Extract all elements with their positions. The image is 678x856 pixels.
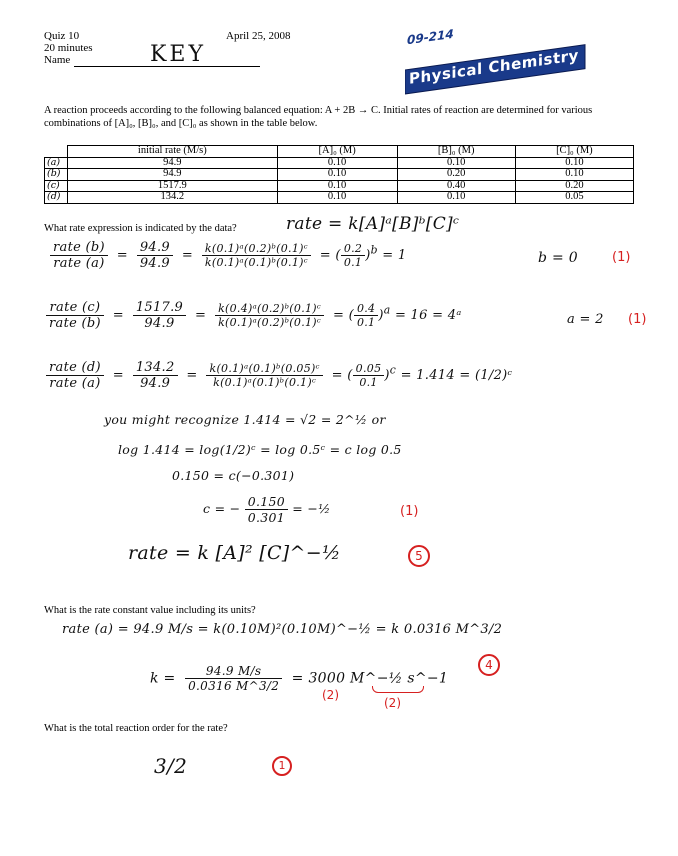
rate-data-table [44, 145, 634, 204]
work-recognize: you might recognize 1.414 = √2 = 2^½ or [104, 412, 386, 427]
table-row [45, 192, 634, 204]
table-row [45, 157, 634, 169]
table-cell: 0.10 [397, 192, 515, 204]
quiz-duration: 20 minutes [44, 42, 93, 54]
points-rate-law: 5 [408, 545, 430, 567]
result-b: b = 0 [538, 250, 578, 266]
table-cell: 94.9 [68, 169, 278, 181]
rate-law-answer: rate = k [A]² [C]^−½ [128, 542, 341, 564]
table-cell: 0.20 [397, 169, 515, 181]
points-units: (2) [384, 696, 401, 710]
col-header: [A]₀ (M) [277, 146, 397, 158]
work-line-a: $\frac{\text{rate (c)}}{\text{rate (b)}}$ = $\frac{1517.9}{94.9}$ = $\frac{\text{k(0.4)ᵃ(0.2)ᵇ(0.1)ᶜ}}{\text{k(0.1)ᵃ(0.2)ᵇ(0.1)ᶜ}}$ = ( $\frac{0.4}{0.1}$ )$^a$ = 16 = 4ᵃ [46, 300, 462, 331]
table-cell: 0.10 [397, 157, 515, 169]
col-header: [B]₀ (M) [397, 146, 515, 158]
table-cell: 0.10 [515, 169, 633, 181]
table-cell: 1517.9 [68, 180, 278, 192]
col-header: [C]₀ (M) [515, 146, 633, 158]
table-cell: 0.40 [397, 180, 515, 192]
course-title: Physical Chemistry [409, 46, 579, 88]
table-cell: 134.2 [68, 192, 278, 204]
table-cell: 0.10 [277, 192, 397, 204]
work-log: log 1.414 = log(1/2)ᶜ = log 0.5ᶜ = c log 0.5 [118, 442, 402, 457]
table-cell: 94.9 [68, 157, 278, 169]
points-value: (2) [322, 688, 339, 702]
work-line-b: $\frac{\text{rate (b)}}{\text{rate (a)}}$ = $\frac{94.9}{94.9}$ = $\frac{\text{k(0.1)ᵃ(0.2)ᵇ(0.1)ᶜ}}{\text{k(0.1)ᵃ(0.1)ᵇ(0.1)ᶜ}}$ = ( $\frac{0.2}{0.1}$ )$^b$ = 1 [50, 240, 406, 271]
points-a: (1) [628, 312, 647, 327]
col-header: initial rate (M/s) [68, 146, 278, 158]
question-rate-constant: What is the rate constant value including its units? [44, 605, 256, 616]
row-label: (b) [45, 169, 68, 181]
points-b: (1) [612, 250, 631, 265]
points-c: (1) [400, 504, 419, 519]
table-header-row [45, 146, 634, 158]
table-cell: 0.05 [515, 192, 633, 204]
answer-total-order: 3/2 [154, 754, 188, 778]
quiz-number: Quiz 10 [44, 30, 80, 42]
question-total-order: What is the total reaction order for the rate? [44, 723, 228, 734]
points-rate-constant: 4 [478, 654, 500, 676]
table-row [45, 169, 634, 181]
table-cell: 0.10 [277, 157, 397, 169]
k-solution: k = $\frac{94.9 M/s}{0.0316 M\^{}3/2}$ = 3000 M^−½ s^−1 [150, 664, 449, 693]
row-label: (d) [45, 192, 68, 204]
table-cell: 0.10 [277, 180, 397, 192]
work-rate-constant: rate (a) = 94.9 M/s = k(0.10M)²(0.10M)^−½ = k 0.0316 M^3/2 [62, 622, 503, 637]
problem-statement: A reaction proceeds according to the following balanced equation: A + 2B → C. Initial rates of reaction are determined for various [44, 105, 593, 116]
result-a: a = 2 [567, 312, 604, 327]
question-rate-expression: What rate expression is indicated by the data? [44, 223, 237, 234]
points-total-order: 1 [272, 756, 292, 776]
work-line-c: $\frac{\text{rate (d)}}{\text{rate (a)}}$ = $\frac{134.2}{94.9}$ = $\frac{\text{k(0.1)ᵃ(0.1)ᵇ(0.05)ᶜ}}{\text{k(0.1)ᵃ(0.1)ᵇ(0.1)ᶜ}}$ = ( $\frac{0.05}{0.1}$ )$^c$ = 1.414 = (1/2)ᶜ [46, 360, 512, 391]
answer-rate-expression: rate = k[A]ᵃ[B]ᵇ[C]ᶜ [286, 214, 460, 234]
row-label: (a) [45, 157, 68, 169]
course-logo [405, 26, 595, 100]
row-label: (c) [45, 180, 68, 192]
course-number: 09-214 [407, 26, 454, 48]
result-c: c = − $\frac{0.150}{0.301}$ = −½ [203, 494, 331, 525]
problem-statement-2: combinations of [A]₀, [B]₀, and [C]₀ as shown in the table below. [44, 118, 318, 129]
table-cell: 0.10 [277, 169, 397, 181]
table-row [45, 180, 634, 192]
key-handwritten: KEY [150, 42, 207, 67]
table-cell: 0.20 [515, 180, 633, 192]
work-solve: 0.150 = c(−0.301) [172, 468, 295, 483]
units-underline [372, 686, 424, 693]
quiz-date: April 25, 2008 [226, 30, 291, 42]
name-label: Name [44, 54, 71, 66]
table-cell: 0.10 [515, 157, 633, 169]
